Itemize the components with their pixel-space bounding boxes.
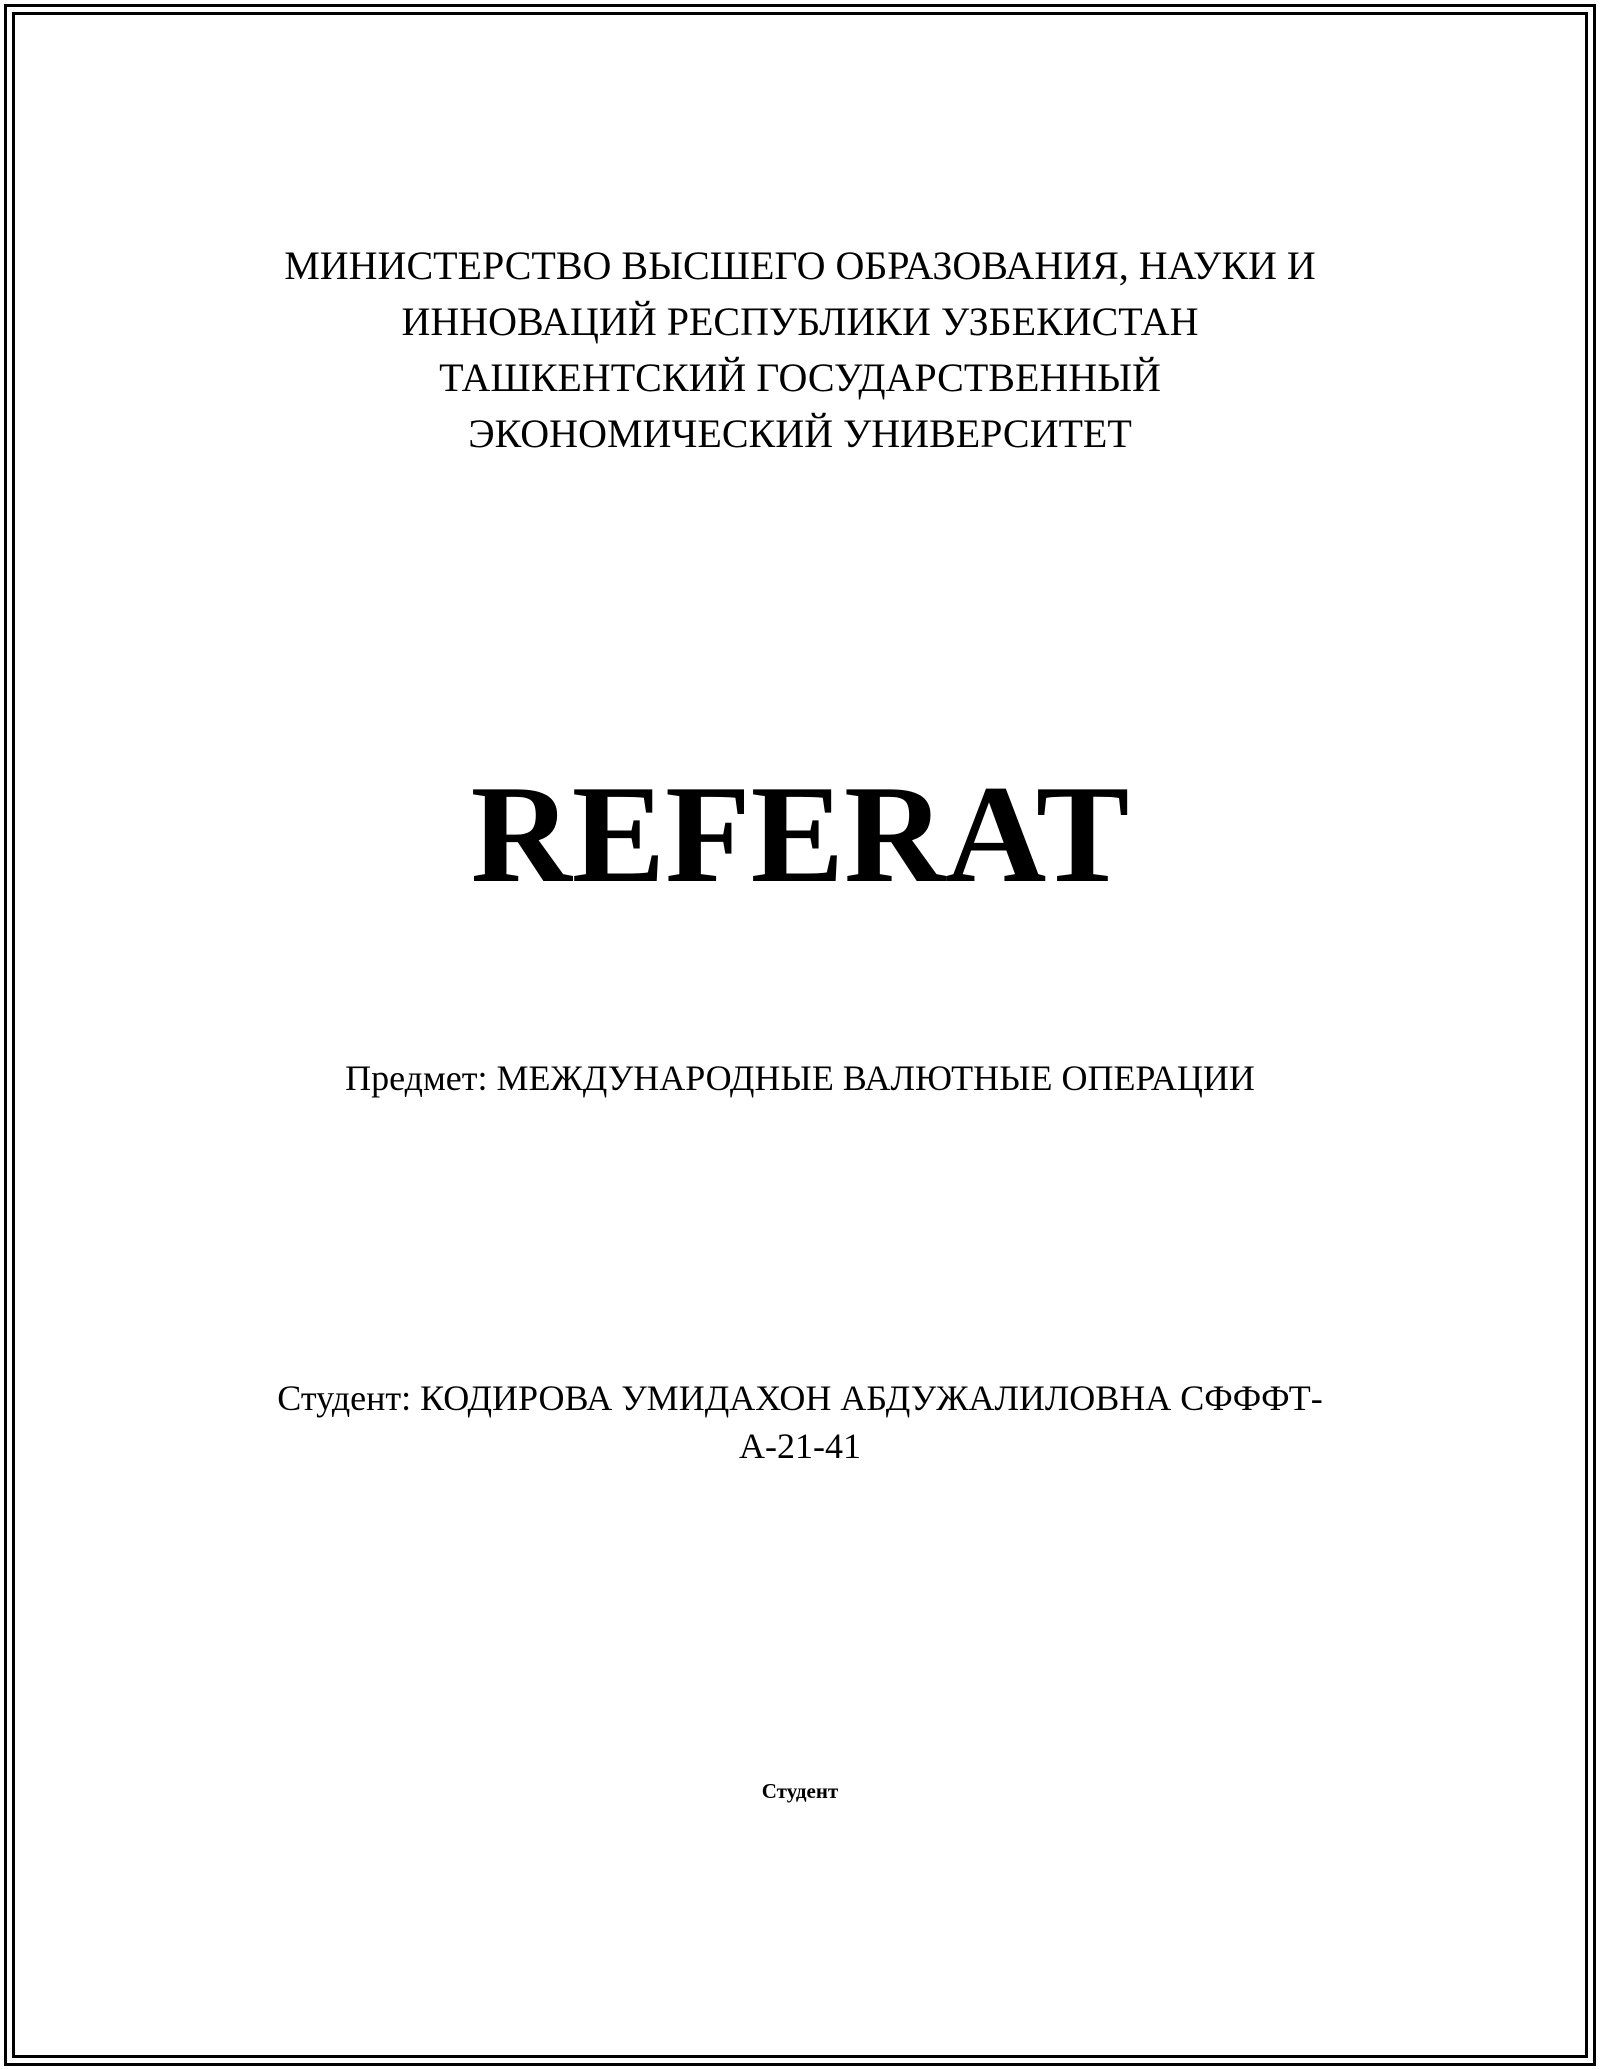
signature-label: Студент <box>761 1779 839 1803</box>
document-title: REFERAT <box>470 757 1130 912</box>
university-line: ТАШКЕНТСКИЙ ГОСУДАРСТВЕННЫЙ <box>439 355 1161 400</box>
university-line: ЭКОНОМИЧЕСКИЙ УНИВЕРСИТЕТ <box>468 411 1132 456</box>
student-info <box>0 1374 1600 1470</box>
student-line: А-21-41 <box>739 1426 861 1466</box>
student-line: Студент: КОДИРОВА УМИДАХОН АБДУЖАЛИЛОВНА СФФФТ- <box>277 1378 1323 1418</box>
ministry-line: МИНИСТЕРСТВО ВЫСШЕГО ОБРАЗОВАНИЯ, НАУКИ И <box>284 243 1316 288</box>
subject-line: Предмет: МЕЖДУНАРОДНЫЕ ВАЛЮТНЫЕ ОПЕРАЦИИ <box>345 1058 1255 1098</box>
ministry-line: ИННОВАЦИЙ РЕСПУБЛИКИ УЗБЕКИСТАН <box>401 299 1199 344</box>
ministry-header <box>0 238 1600 462</box>
